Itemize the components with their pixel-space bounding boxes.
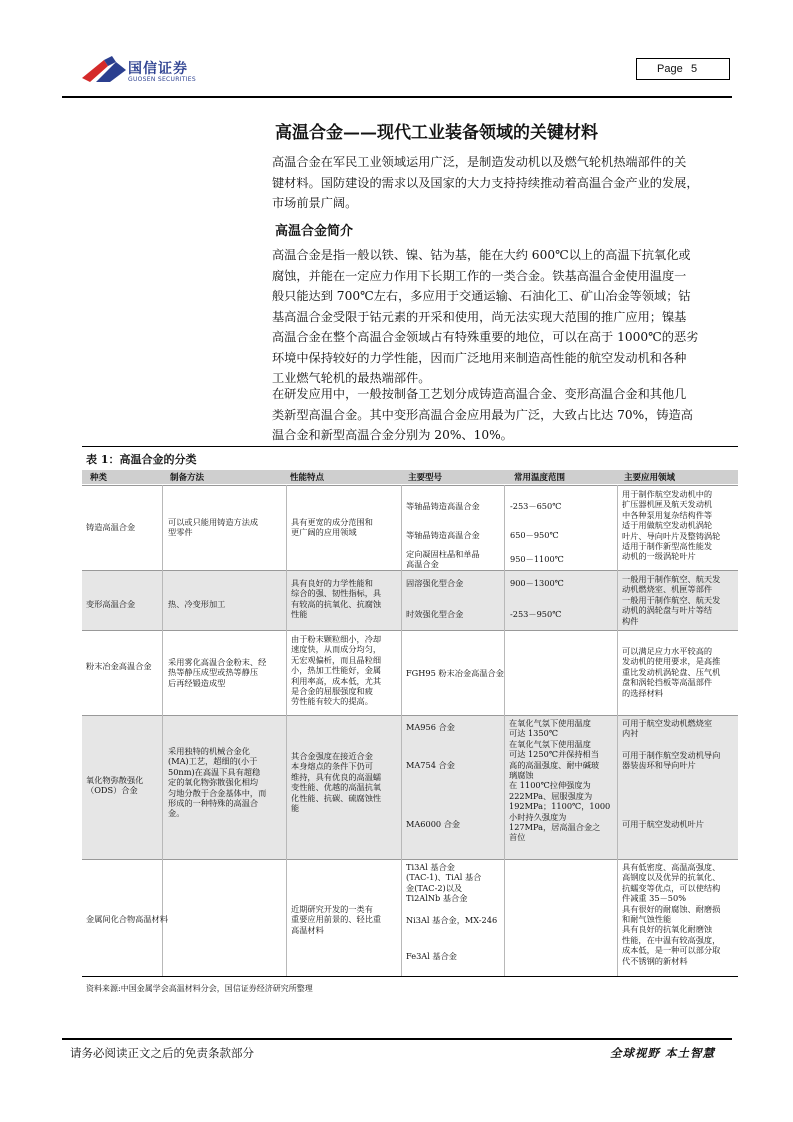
cell-applications: 具有低密度、高温高强度、 高钢度以及优异的抗氧化、 抗蠕变等优点，可以使结构 件减重 35－50% 具有很好的耐腐蚀、耐磨损 和耐气蚀性能 具有良好的抗氧化耐磨蚀 性能，在中温有较高强度， 成本低，是一种可以部分取 代不锈钢的新材料 [622, 862, 721, 966]
footer-disclaimer: 请务必阅读正文之后的免责条款部分 [70, 1046, 254, 1060]
col-divider [617, 485, 618, 976]
col-temp: 常用温度范围 [514, 473, 566, 483]
table-bottom-rule [82, 976, 738, 977]
cell-model: MA754 合金 [406, 760, 455, 770]
footer-slogan: 全球视野 本土智慧 [610, 1046, 716, 1060]
cell-model: MA956 合金 [406, 722, 455, 732]
table-source: 资料来源:中国金属学会高温材料分会，国信证券经济研究所整理 [86, 984, 313, 993]
cell-kind: 氧化物弥散强化（ODS）合金 [86, 775, 144, 796]
cell-features: 近期研究开发的一类有 重要应用前景的、轻比重 高温材料 [291, 904, 382, 935]
row-divider [82, 485, 738, 486]
cell-model: 等轴晶铸造高温合金 [406, 501, 480, 511]
col-kind: 种类 [90, 473, 108, 483]
cell-temp: -253－950℃ [510, 609, 562, 619]
intro-paragraph: 高温合金在军民工业领域运用广泛，是制造发动机以及燃气轮机热端部件的关 键材料。国防建设的需求以及国家的大力支持持续推动着高温合金产业的发展， 市场前景广阔。 [272, 155, 699, 210]
row-divider [82, 859, 738, 860]
cell-model: Fe3Al 基合金 [406, 951, 457, 961]
cell-applications: 可以满足应力水平较高的 发动机的使用要求，是高推 重比发动机涡轮盘、压气机 盘和涡轮挡板等高温部件 的选择材料 [622, 646, 721, 698]
col-divider [401, 485, 402, 976]
col-divider [286, 485, 287, 976]
cell-model: MA6000 合金 [406, 819, 461, 829]
cell-applications: 可用于航空发动机叶片 [622, 819, 704, 829]
table-header-row [82, 470, 738, 484]
cell-kind: 金属间化合物高温材料 [86, 914, 168, 924]
cell-method: 采用独特的机械合金化 (MA)工艺，超细的(小于 50nm)在高温下具有超稳 定的氧化物弥散强化相均 匀地分散于合金基体中，而 形成的一种特殊的高温合 金。 [168, 746, 267, 819]
logo-text: 国信证券 [128, 61, 188, 77]
cell-kind: 变形高温合金 [86, 599, 136, 609]
cell-temp: 在氧化气氛下使用温度 可达 1350℃ 在氧化气氛下使用温度 可达 1250℃并保持相当 高的高温强度、耐中碱玻 璃腐蚀 在 1100℃拉伸强度为 222MPa、屈服强度为 192MPa；1100℃，1000 小时持久强度为 127MPa，居高温合金之 首位 [509, 718, 611, 843]
row-divider [82, 630, 738, 631]
cell-temp: 950－1100℃ [510, 554, 564, 564]
cell-method: 热、冷变形加工 [168, 599, 226, 609]
row-divider [82, 570, 738, 571]
col-method: 制备方法 [170, 473, 205, 483]
page-label: Page [657, 63, 683, 75]
header-divider [62, 96, 732, 98]
cell-temp: 650－950℃ [510, 530, 559, 540]
col-divider [504, 485, 505, 976]
cell-model: FGH95 粉末冶金高温合金 [406, 668, 504, 678]
cell-features: 具有良好的力学性能和 综合的强、韧性指标，具 有较高的抗氧化、抗腐蚀 性能 [291, 578, 382, 620]
section-paragraph-1: 高温合金是指一般以铁、镍、钴为基，能在大约 600℃以上的高温下抗氧化或 腐蚀，并能在一定应力作用下长期工作的一类合金。铁基高温合金使用温度一 般只能达到 700℃左右，多应用于交通运输、石油化工、矿山冶金等领域；钴 基高温合金受限于钴元素的开采和使用，尚无法实现大范围的推广应用；镍基 高温合金在整个高温合金领域占有特殊重要的地位，可以在高于 1000℃的恶劣 环境中保持较好的力学性能，因而广泛地用来制造高性能的航空发动机和各种 工业燃气轮机的最热端部件。 [272, 248, 699, 385]
cell-model: 时效强化型合金 [406, 609, 464, 619]
row-divider [82, 715, 738, 716]
cell-kind: 铸造高温合金 [86, 522, 136, 532]
cell-temp: 900－1300℃ [510, 578, 564, 588]
cell-features: 具有更宽的成分范围和 更广阔的应用领域 [291, 517, 373, 538]
page-title: 高温合金——现代工业装备领域的关键材料 [275, 123, 598, 143]
cell-model: Ni3Al 基合金，MX-246 [406, 915, 498, 925]
cell-model: 固溶强化型合金 [406, 578, 464, 588]
cell-applications: 可用于航空发动机燃烧室 内衬 [622, 718, 713, 739]
cell-method: 采用雾化高温合金粉末、经 热等静压成型或热等静压 后再经锻造成型 [168, 657, 267, 688]
logo-subtext: GUOSEN SECURITIES [128, 76, 197, 83]
col-applications: 主要应用领域 [624, 473, 676, 483]
footer-divider [62, 1038, 732, 1040]
col-features: 性能特点 [290, 473, 325, 483]
cell-applications: 一般用于制作航空、航天发 动机燃烧室、机匣等部件 一般用于制作航空、航天发 动机的涡轮盘与叶片等结 构件 [622, 574, 721, 626]
cell-temp: -253－650℃ [510, 501, 562, 511]
cell-model: Ti3Al 基合金 (TAC-1)、TiAl 基合 金(TAC-2)以及 Ti2AlNb 基合金 [406, 862, 482, 904]
cell-model: 定向凝固柱晶和单晶 高温合金 [406, 549, 480, 570]
guosen-logo-icon [82, 56, 126, 84]
page-indicator [636, 58, 730, 80]
cell-applications: 可用于制作航空发动机导向 器装齿环和导向叶片 [622, 750, 721, 771]
cell-kind: 粉末冶金高温合金 [86, 661, 152, 671]
cell-method: 可以或只能用铸造方法成 型零件 [168, 517, 259, 538]
page-number: 5 [691, 63, 698, 75]
cell-features: 其合金强度在接近合金 本身熔点的条件下仍可 维持，具有优良的高温蠕 变性能、优越的高温抗氧 化性能、抗碳、硫腐蚀性 能 [291, 751, 382, 814]
col-divider [162, 485, 163, 976]
cell-model: 等轴晶铸造高温合金 [406, 530, 480, 540]
col-models: 主要型号 [408, 473, 443, 483]
table-caption: 表 1：高温合金的分类 [86, 453, 197, 466]
cell-applications: 用于制作航空发动机中的 扩压器机匣及航天发动机 中各种泵用复杂结构件等 适于用做航空发动机涡轮 叶片、导向叶片及整铸涡轮 适用于制作新型高性能发 动机的一级涡轮叶片 [622, 489, 721, 562]
table-top-rule [82, 446, 738, 447]
section-heading: 高温合金简介 [275, 224, 354, 239]
cell-features: 由于粉末颗粒细小，冷却 速度快，从而成分均匀， 无宏观偏析，而且晶粒细 小，热加工性能好，金属 利用率高，成本低，尤其 是合金的屈服强度和疲 劳性能有较大的提高。 [291, 634, 382, 707]
section-paragraph-2: 在研发应用中，一般按制备工艺划分成铸造高温合金、变形高温合金和其他几 类新型高温合金。其中变形高温合金应用最为广泛，大致占比达 70%，铸造高 温合金和新型高温合金分别为 20%、10%。 [272, 387, 693, 442]
